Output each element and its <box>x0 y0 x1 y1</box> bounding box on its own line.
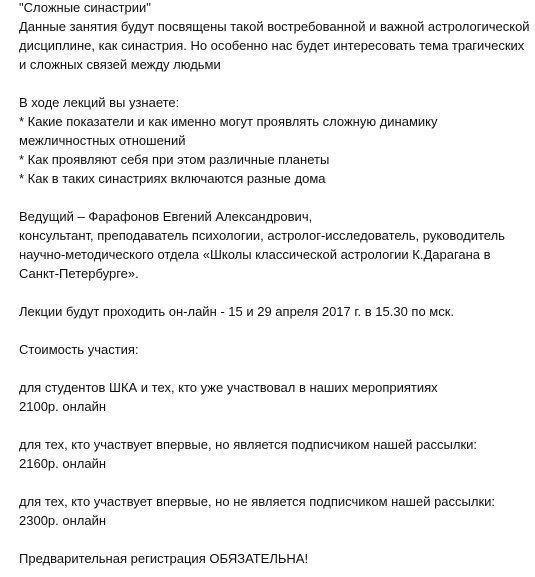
price-who: для тех, кто участвует впервые, но не является подписчиком нашей рассылки: <box>19 494 496 509</box>
host-line: Ведущий – Фарафонов Евгений Александрович, <box>19 209 313 224</box>
spacer <box>19 416 533 435</box>
host-description: консультант, преподаватель психологии, астролог-исследователь, руководитель научно-методического отдела «Школы классической астрологии К.Дарагана в Санкт-Петербурге». <box>19 228 505 281</box>
intro-paragraph: Данные занятия будут посвящены такой востребованной и важной астрологической дисциплине, как синастрия. Но особенно нас будет интересовать тема трагических и сложных связей между людьми <box>19 19 530 72</box>
price-amount: 2160р. онлайн <box>19 456 107 471</box>
spacer <box>19 74 533 93</box>
price-who: для тех, кто участвует впервые, но является подписчиком нашей рассылки: <box>19 437 478 452</box>
price-who: для студентов ШКА и тех, кто уже участвовал в наших мероприятиях <box>19 380 438 395</box>
spacer <box>19 530 533 549</box>
price-amount: 2100р. онлайн <box>19 399 107 414</box>
spacer <box>19 359 533 378</box>
spacer <box>19 473 533 492</box>
learn-heading: В ходе лекций вы узнаете: <box>19 95 180 110</box>
learn-item: * Какие показатели и как именно могут проявлять сложную динамику межличностных отношений <box>19 114 438 148</box>
price-heading: Стоимость участия: <box>19 342 139 357</box>
schedule-line: Лекции будут проходить он-лайн - 15 и 29 апреля 2017 г. в 15.30 по мск. <box>19 304 455 319</box>
price-amount: 2300р. онлайн <box>19 513 107 528</box>
spacer <box>19 283 533 302</box>
document-body <box>19 0 533 568</box>
spacer <box>19 188 533 207</box>
registration-note: Предварительная регистрация ОБЯЗАТЕЛЬНА! <box>19 551 309 566</box>
document-title: "Сложные синастрии" <box>19 0 151 15</box>
learn-item: * Как в таких синастриях включаются разные дома <box>19 171 326 186</box>
spacer <box>19 321 533 340</box>
learn-item: * Как проявляют себя при этом различные планеты <box>19 152 330 167</box>
